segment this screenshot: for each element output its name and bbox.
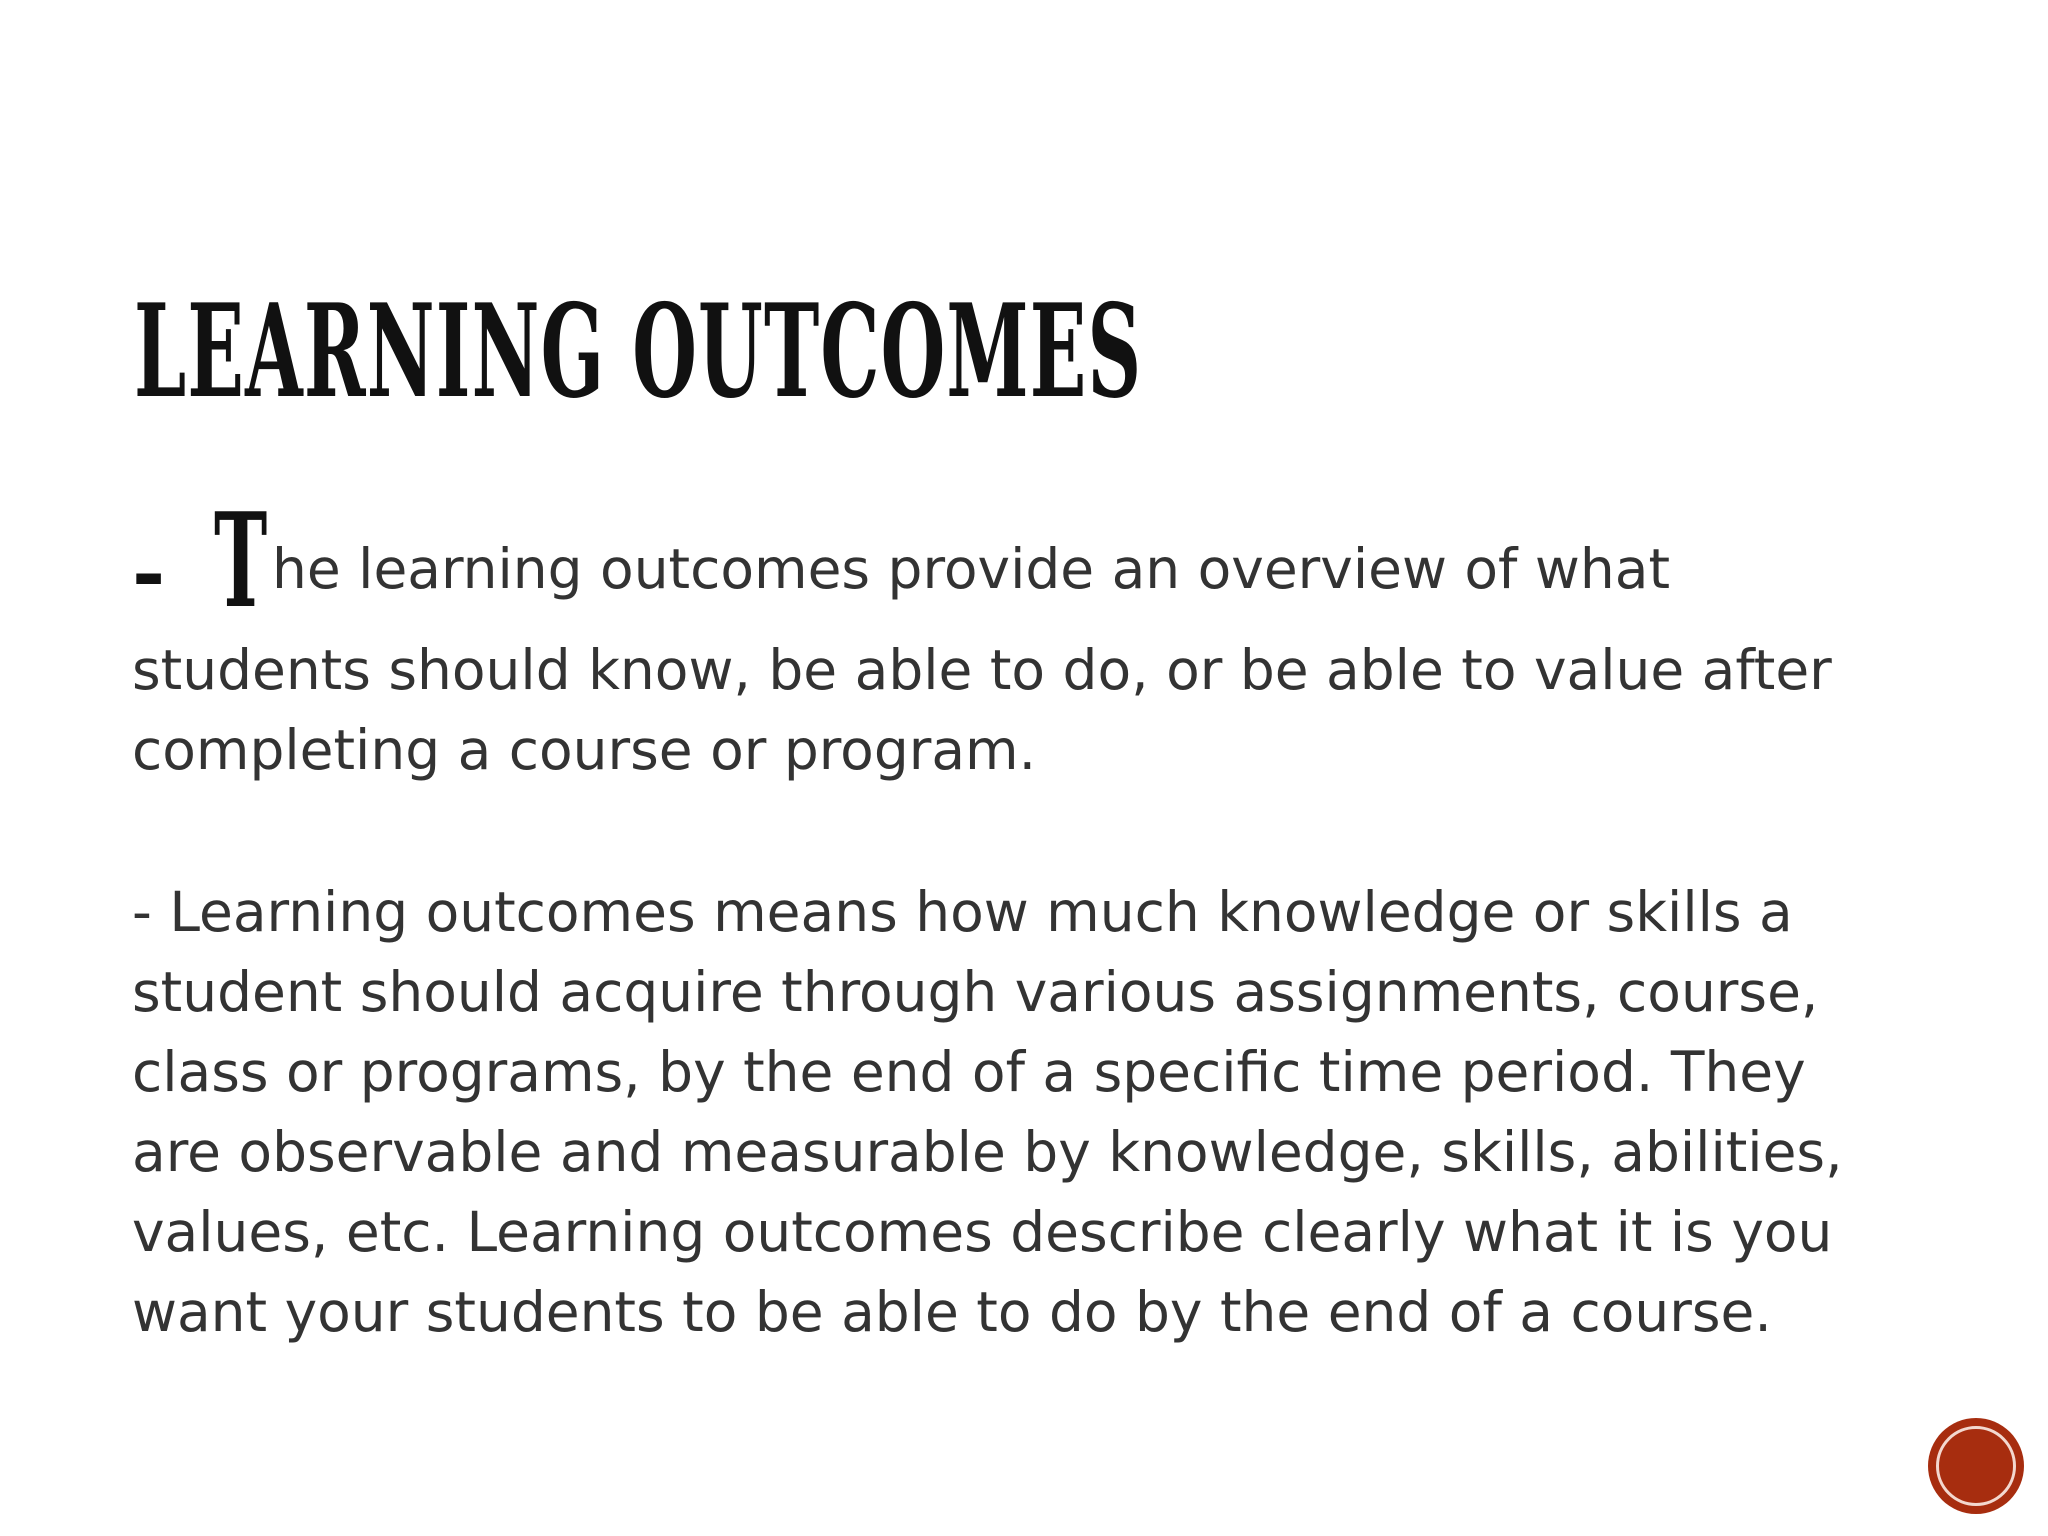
drop-cap: T bbox=[214, 484, 268, 637]
text-line: - Learning outcomes means how much knowledge or skills a bbox=[132, 880, 1793, 944]
lead-line bbox=[132, 484, 1852, 637]
circle-button-icon bbox=[1936, 1426, 2016, 1506]
text-line: are observable and measurable by knowledge, skills, abilities, bbox=[132, 1120, 1843, 1184]
text-line: completing a course or program. bbox=[132, 718, 1037, 782]
text-line: he learning outcomes provide an overview of what bbox=[272, 537, 1671, 601]
paragraph-intro bbox=[132, 484, 1852, 790]
bullet-dash: - bbox=[132, 525, 166, 619]
text-line: values, etc. Learning outcomes describe clearly what it is you bbox=[132, 1200, 1833, 1264]
slide-title: LEARNING OUTCOMES bbox=[134, 277, 1143, 427]
text-line: want your students to be able to do by the end of a course. bbox=[132, 1280, 1772, 1344]
text-line: class or programs, by the end of a specific time period. They bbox=[132, 1040, 1806, 1104]
text-line: student should acquire through various assignments, course, bbox=[132, 960, 1819, 1024]
slide-nav-button[interactable] bbox=[1930, 1420, 2022, 1512]
text-line: students should know, be able to do, or be able to value after bbox=[132, 638, 1832, 702]
paragraph-definition bbox=[132, 872, 1852, 1352]
